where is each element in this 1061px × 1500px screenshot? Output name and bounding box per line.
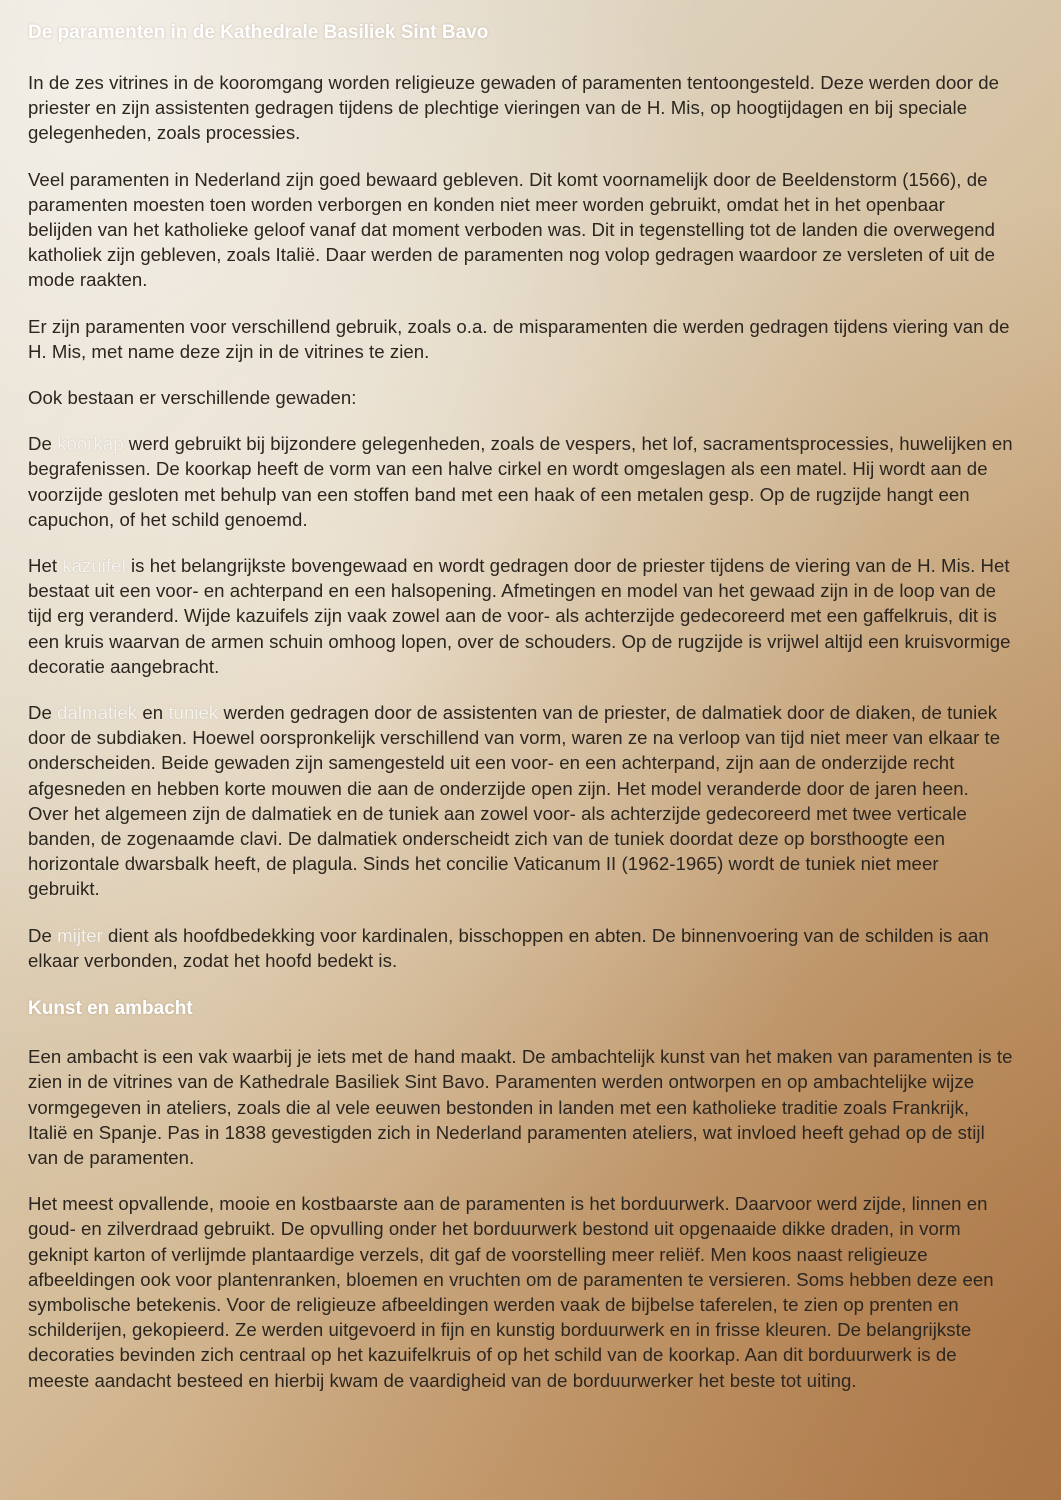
paragraph-text: Het meest opvallende, mooie en kostbaarste aan de paramenten is het borduurwerk. Daarvoor werd zijde, linnen en goud- en zilverdraad gebruikt. De opvulling onder het borduurwerk bestond uit opgenaaide dikke draden, in vorm geknipt karton of verlijmde plantaardige verzels, dit gaf de voorstelling meer reliëf. Men koos naast religieuze afbeeldingen ook voor plantenranken, bloemen en vruchten om de paramenten te versieren. Soms hebben deze een symbolische betekenis. Voor de religieuze afbeeldingen werden vaak de bijbelse taferelen, te zien op prenten en schilderijen, gekopieerd. Ze werden uitgevoerd in fijn en kunstig borduurwerk en in frisse kleuren. De belangrijkste decoraties bevinden zich centraal op het kazuifelkruis of op het schild van de koorkap. Aan dit borduurwerk is de meeste aandacht besteed en hierbij kwam de vaardigheid van de borduurwerker het beste tot uiting. (28, 1193, 994, 1391)
paragraph-text: De (28, 702, 58, 724)
paragraph-dalmatiek (28, 700, 1013, 902)
paragraph-koorkap (28, 431, 1013, 532)
info-panel (28, 18, 1013, 1414)
paragraph-text: is het belangrijkste bovengewaad en wordt gedragen door de priester tijdens de viering van de H. Mis. Het bestaat uit een voor- en achterpand en een halsopening. Afmetingen en model van het gewaad zijn in de loop van de tijd erg veranderd. Wijde kazuifels zijn vaak zowel aan de voor- als achterzijde gedecoreerd met een gaffelkruis, dit is een kruis waarvan de armen schuin omhoog lopen, over de schouders. Op de rugzijde is vrijwel altijd een kruisvormige decoratie aangebracht. (28, 555, 1011, 677)
paragraph-text: De (28, 924, 58, 946)
paragraph-text: werden gedragen door de assistenten van de priester, de dalmatiek door de diaken, de tuniek door de subdiaken. Hoewel oorspronkelijk verschillend van vorm, waren ze na verloop van tijd niet meer van elkaar te onderscheiden. Beide gewaden zijn samengesteld uit een voor- en een achterpand, zijn aan de onderzijde recht afgesneden en hebben korte mouwen die aan de onderzijde open zijn. Het model veranderde door de jaren heen. Over het algemeen zijn de dalmatiek en de tuniek aan zowel voor- als achterzijde gedecoreerd met twee verticale banden, de zogenaamde clavi. De dalmatiek onderscheidt zich van de tuniek doordat deze op borsthoogte een horizontale dwarsbalk heeft, de plagula. Sinds het concilie Vaticanum II (1962-1965) wordt de tuniek niet meer gebruikt. (28, 702, 1001, 900)
paragraph-kazuifel (28, 553, 1013, 679)
paragraph-text: Veel paramenten in Nederland zijn goed bewaard gebleven. Dit komt voornamelijk door de Beeldenstorm (1566), de paramenten moesten toen worden verborgen en konden niet meer worden gebruikt, omdat het in het openbaar belijden van het katholieke geloof vanaf dat moment verboden was. Dit in tegenstelling tot de landen die overwegend katholiek zijn gebleven, zoals Italië. Daar werden de paramenten nog volop gedragen waardoor ze versleten of uit de mode raakten. (28, 168, 996, 291)
paragraph-text: werd gebruikt bij bijzondere gelegenheden, zoals de vespers, het lof, sacramentsprocessies, huwelijken en begrafenissen. De koorkap heeft de vorm van een halve cirkel en wordt omgeslagen als een matel. Hij wordt aan de voorzijde gesloten met behulp van een stoffen band met een haak of een metalen gesp. Op de rugzijde hangt een capuchon, of het schild genoemd. (28, 433, 1013, 530)
paragraph-gewaden (28, 385, 1013, 410)
paragraph-text: De (28, 433, 58, 455)
term-koorkap: koorkap (57, 433, 124, 455)
paragraph-text: Een ambacht is een vak waarbij je iets met de hand maakt. De ambachtelijk kunst van het maken van paramenten is te zien in de vitrines van de Kathedrale Basiliek Sint Bavo. Paramenten werden ontworpen en op ambachtelijke wijze vormgegeven in ateliers, zoals die al vele eeuwen bestonden in landen met een katholieke traditie zoals Frankrijk, Italië en Spanje. Pas in 1838 gevestigden zich in Nederland paramenten ateliers, wat invloed heeft gehad op de stijl van de paramenten. (28, 1046, 1013, 1168)
paragraph-text: dient als hoofdbedekking voor kardinalen, bisschoppen en abten. De binnenvoering van de schilden is aan elkaar verbonden, zodat het hoofd bedekt is. (28, 924, 989, 971)
paragraph-beeldenstorm (28, 167, 1013, 293)
term-mijter: mijter (57, 924, 103, 946)
term-kazuifel: kazuifel (62, 555, 126, 577)
paragraph-text: Het (28, 555, 63, 577)
term-tuniek: tuniek (168, 702, 219, 724)
term-dalmatiek: dalmatiek (57, 702, 138, 724)
paragraph-text: Er zijn paramenten voor verschillend gebruik, zoals o.a. de misparamenten die werden gedragen tijdens viering van de H. Mis, met name deze zijn in de vitrines te zien. (28, 315, 1010, 362)
paragraph-gebruik (28, 314, 1013, 364)
paragraph-ambacht (28, 1044, 1013, 1170)
paragraph-intro (28, 70, 1013, 146)
paragraph-text: en (137, 702, 169, 724)
section-heading: De paramenten in de Kathedrale Basiliek Sint Bavo (28, 22, 489, 43)
paragraph-borduurwerk (28, 1191, 1013, 1393)
paragraph-mijter (28, 923, 1013, 973)
paragraph-text: In de zes vitrines in de kooromgang worden religieuze gewaden of paramenten tentoongesteld. Deze werden door de priester en zijn assistenten gedragen tijdens de plechtige vieringen van de H. Mis, op hoogtijdagen en bij speciale gelegenheden, zoals processies. (28, 72, 999, 144)
section-heading-kunst: Kunst en ambacht (28, 998, 193, 1020)
paragraph-text: Ook bestaan er verschillende gewaden: (28, 387, 357, 409)
